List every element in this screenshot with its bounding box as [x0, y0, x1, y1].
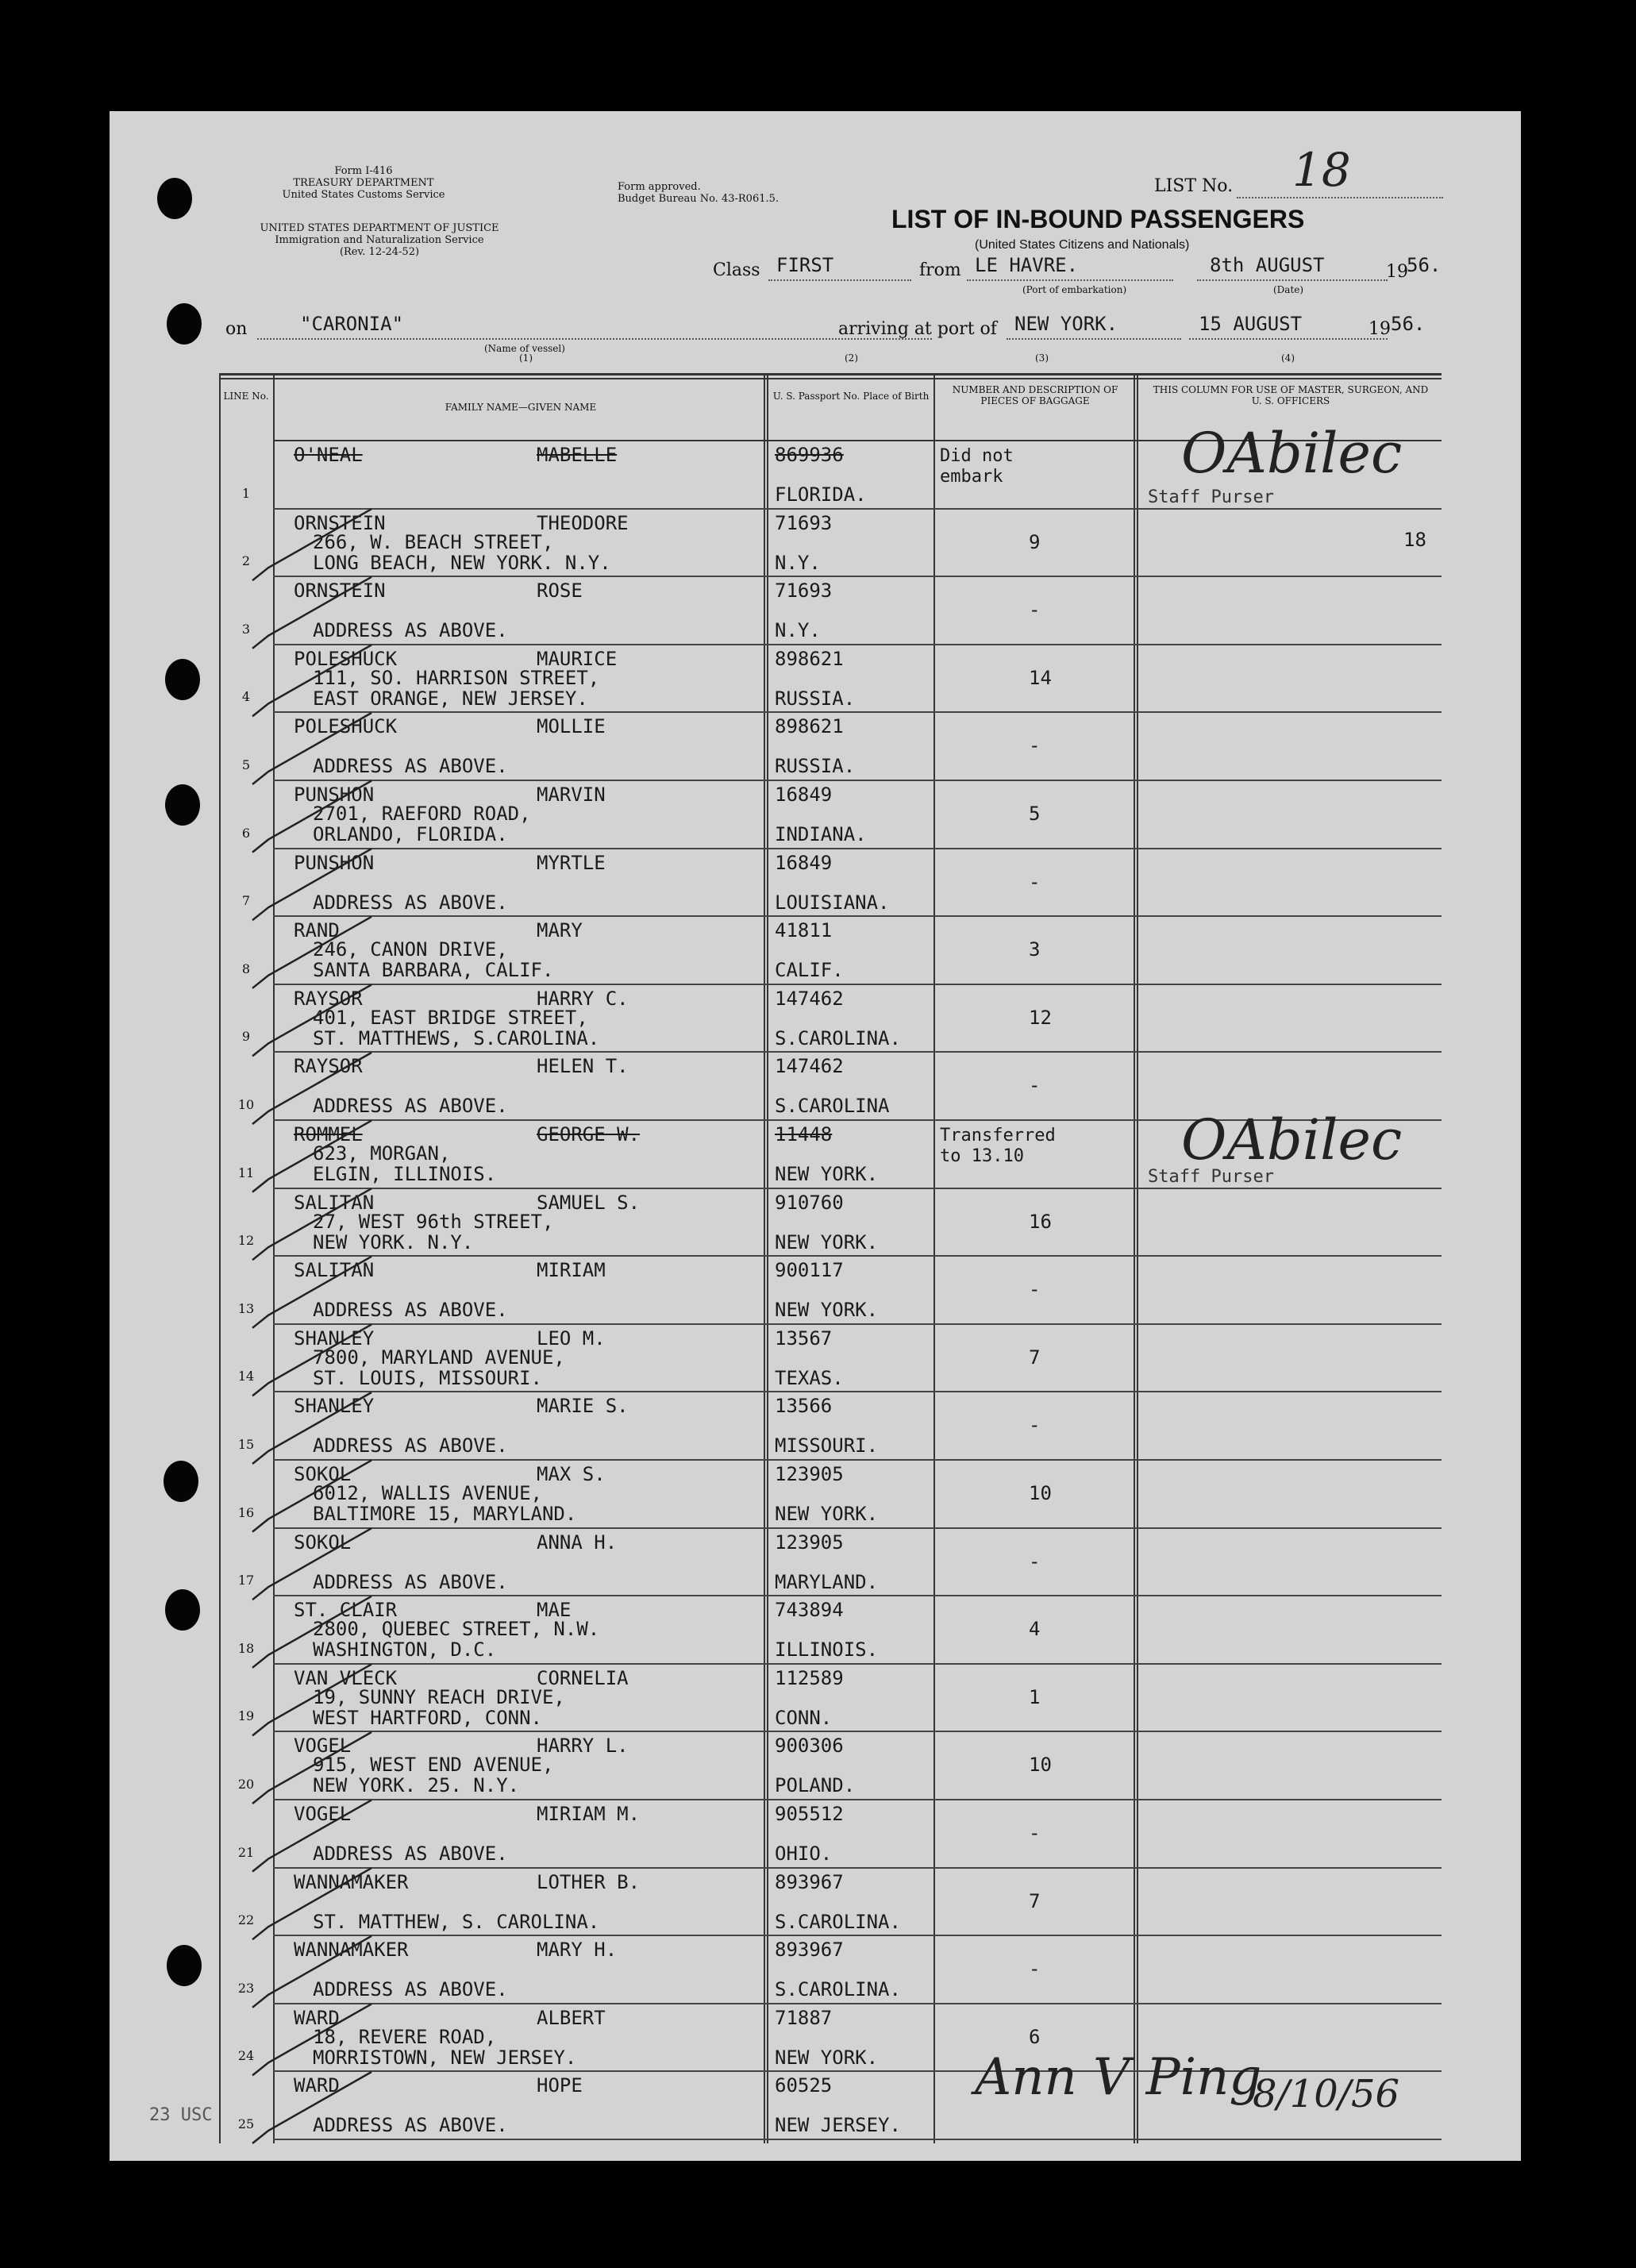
from-value: LE HAVRE.	[975, 254, 1079, 276]
passport-number: 13567	[775, 1327, 833, 1350]
form-number: Form I-416	[334, 165, 393, 177]
arrival-port: NEW YORK.	[1014, 313, 1118, 335]
line-number: 2	[241, 553, 251, 569]
address-line-1: 2800, QUEBEC STREET, N.W.	[313, 1618, 600, 1641]
address-line-1: 246, CANON DRIVE,	[313, 938, 508, 961]
line-number: 10	[237, 1096, 255, 1112]
class-value: FIRST	[776, 254, 834, 276]
master-signature: Ann V Ping	[975, 2048, 1262, 2107]
given-name: MARVIN	[537, 784, 606, 806]
place-of-birth: OHIO.	[775, 1843, 833, 1865]
purser-signature: OAbilec	[1181, 1107, 1403, 1173]
address-line-2: MORRISTOWN, NEW JERSEY.	[313, 2046, 577, 2069]
family-name: WARD	[294, 2006, 340, 2029]
address-line-1: 623, MORGAN,	[313, 1142, 451, 1165]
family-name: VOGEL	[294, 1803, 352, 1825]
line-number: 13	[237, 1300, 255, 1316]
signature-date: 8/10/56	[1253, 2072, 1400, 2116]
table-row	[219, 1936, 1442, 2004]
officer-note: Staff Purser	[1148, 1167, 1274, 1187]
passport-number: 898621	[775, 647, 844, 670]
line-number: 24	[237, 2048, 255, 2064]
given-name: SAMUEL S.	[537, 1191, 641, 1214]
given-name: CORNELIA	[537, 1666, 629, 1689]
place-of-birth: CALIF.	[775, 959, 844, 982]
passport-number: 16849	[775, 784, 833, 806]
given-name: LEO M.	[537, 1327, 606, 1350]
date-caption: (Date)	[1273, 284, 1304, 295]
line-number: 12	[237, 1233, 255, 1249]
address-line-2: ADDRESS AS ABOVE.	[313, 1570, 508, 1593]
family-name: SALITAN	[294, 1259, 375, 1282]
form-id-block	[205, 165, 522, 201]
address-line-2: NEW YORK. N.Y.	[313, 1230, 474, 1253]
date-line	[1197, 279, 1388, 281]
address-line-2: WEST HARTFORD, CONN.	[313, 1706, 542, 1729]
table-row	[219, 917, 1442, 985]
officer-note: Staff Purser	[1148, 487, 1274, 507]
family-name: SHANLEY	[294, 1327, 375, 1350]
departure-year: 56.	[1407, 254, 1442, 276]
given-name: MARY	[537, 919, 583, 942]
address-line-1: 2701, RAEFORD ROAD,	[313, 803, 531, 825]
line-number: 11	[237, 1165, 255, 1180]
place-of-birth: S.CAROLINA.	[775, 1910, 901, 1933]
address-line-2: ADDRESS AS ABOVE.	[313, 1434, 508, 1457]
line-number: 5	[241, 757, 251, 772]
revision: (Rev. 12-24-52)	[339, 246, 420, 258]
address-line-1: 7800, MARYLAND AVENUE,	[313, 1346, 565, 1369]
baggage-count: 14	[1029, 666, 1052, 689]
place-of-birth: N.Y.	[775, 551, 821, 574]
baggage-count: Transferred to 13.10	[940, 1126, 1056, 1166]
arrival-date-line	[1189, 338, 1388, 340]
given-name: LOTHER B.	[537, 1870, 641, 1893]
from-line	[967, 279, 1173, 281]
punch-hole	[167, 303, 202, 345]
passenger-table	[219, 373, 1442, 2143]
table-row	[219, 1732, 1442, 1800]
address-line-2: ADDRESS AS ABOVE.	[313, 2114, 508, 2137]
family-name: SHANLEY	[294, 1395, 375, 1418]
given-name: MOLLIE	[537, 715, 606, 738]
col-head-passport: U. S. Passport No. Place of Birth	[772, 391, 930, 402]
place-of-birth: NEW YORK.	[775, 1230, 879, 1253]
address-line-2: ST. MATTHEW, S. CAROLINA.	[313, 1910, 600, 1933]
vessel-col-num: (1)	[519, 352, 533, 364]
line-number: 15	[237, 1436, 255, 1452]
address-line-1: 27, WEST 96th STREET,	[313, 1210, 554, 1233]
col4-num: (4)	[1281, 352, 1295, 364]
justice-dept: UNITED STATES DEPARTMENT OF JUSTICE	[260, 222, 499, 234]
table-row	[219, 1257, 1442, 1325]
punch-hole	[165, 784, 200, 826]
baggage-count: 16	[1029, 1210, 1052, 1233]
place-of-birth: TEXAS.	[775, 1366, 844, 1389]
line-number: 1	[241, 485, 251, 501]
baggage-count: 12	[1029, 1006, 1052, 1029]
arrival-year: 56.	[1391, 313, 1426, 335]
passport-number: 112589	[775, 1666, 844, 1689]
baggage-count: 7	[1029, 1889, 1041, 1912]
line-number: 17	[237, 1573, 255, 1588]
class-label: Class	[713, 260, 760, 280]
passport-number: 71887	[775, 2006, 833, 2029]
place-of-birth: NEW YORK.	[775, 1503, 879, 1525]
passport-number: 893967	[775, 1939, 844, 1962]
footer-stamp: 23 USC	[149, 2105, 213, 2125]
passport-number: 41811	[775, 919, 833, 942]
place-of-birth: ILLINOIS.	[775, 1638, 879, 1662]
place-of-birth: CONN.	[775, 1706, 833, 1729]
address-line-2: ADDRESS AS ABOVE.	[313, 755, 508, 778]
place-of-birth: FLORIDA.	[775, 483, 867, 506]
approval-block	[618, 181, 824, 205]
baggage-count: -	[1029, 1278, 1041, 1301]
address-line-2: ST. MATTHEWS, S.CAROLINA.	[313, 1026, 600, 1049]
punch-hole	[157, 178, 192, 219]
baggage-count: 5	[1029, 803, 1041, 825]
place-of-birth: S.CAROLINA.	[775, 1978, 901, 2001]
place-of-birth: NEW YORK.	[775, 2046, 879, 2069]
passport-number: 898621	[775, 715, 844, 738]
given-name: HOPE	[537, 2074, 583, 2097]
place-of-birth: INDIANA.	[775, 823, 867, 845]
col-head-line: LINE No.	[223, 391, 269, 402]
passport-number: 123905	[775, 1531, 844, 1554]
given-name: ROSE	[537, 580, 583, 603]
place-of-birth: POLAND.	[775, 1774, 856, 1797]
family-name: WANNAMAKER	[294, 1939, 409, 1962]
line-number: 22	[237, 1912, 255, 1928]
baggage-count: 10	[1029, 1754, 1052, 1777]
family-name: ROMMEL	[294, 1123, 363, 1146]
vessel-caption: (Name of vessel)	[484, 343, 565, 354]
place-of-birth: NEW YORK.	[775, 1299, 879, 1322]
punch-hole	[164, 1461, 198, 1502]
place-of-birth: MARYLAND.	[775, 1570, 879, 1593]
family-name: O'NEAL	[294, 444, 363, 466]
given-name: HARRY L.	[537, 1735, 629, 1758]
table-row	[219, 1665, 1442, 1733]
passport-number: 869936	[775, 444, 844, 466]
arrival-port-line	[1007, 338, 1181, 340]
family-name: ST. CLAIR	[294, 1599, 398, 1622]
table-row	[219, 1869, 1442, 1937]
line-number: 9	[241, 1029, 251, 1045]
address-line-2: BALTIMORE 15, MARYLAND.	[313, 1503, 577, 1525]
given-name: GEORGE W.	[537, 1123, 641, 1146]
col-head-officers: THIS COLUMN FOR USE OF MASTER, SURGEON, AND U. S. OFFICERS	[1153, 384, 1429, 406]
family-name: PUNSHON	[294, 784, 375, 806]
given-name: MIRIAM M.	[537, 1803, 641, 1825]
address-line-1: 19, SUNNY REACH DRIVE,	[313, 1685, 565, 1708]
treasury-dept: TREASURY DEPARTMENT	[293, 177, 434, 189]
passport-number: 11448	[775, 1123, 833, 1146]
table-row	[219, 781, 1442, 849]
address-line-1: 111, SO. HARRISON STREET,	[313, 666, 600, 689]
table-row	[219, 849, 1442, 918]
list-no-value: 18	[1292, 143, 1351, 197]
family-name: RAYSOR	[294, 987, 363, 1010]
baggage-count: 4	[1029, 1618, 1041, 1641]
table-row	[219, 1325, 1442, 1393]
place-of-birth: N.Y.	[775, 619, 821, 642]
table-row	[219, 1392, 1442, 1461]
budget-bureau: Budget Bureau No. 43-R061.5.	[618, 193, 780, 205]
family-name: SOKOL	[294, 1463, 352, 1485]
table-row	[219, 510, 1442, 578]
baggage-count: 10	[1029, 1482, 1052, 1504]
baggage-count: -	[1029, 734, 1041, 757]
address-line-2: ORLANDO, FLORIDA.	[313, 823, 508, 845]
given-name: HARRY C.	[537, 987, 629, 1010]
baggage-count: 1	[1029, 1685, 1041, 1708]
address-line-1: 6012, WALLIS AVENUE,	[313, 1482, 542, 1504]
passport-number: 900306	[775, 1735, 844, 1758]
table-row	[219, 1800, 1442, 1869]
passport-number: 147462	[775, 987, 844, 1010]
place-of-birth: S.CAROLINA.	[775, 1026, 901, 1049]
line-number: 21	[237, 1844, 255, 1860]
document-sheet	[110, 111, 1521, 2161]
passport-number: 893967	[775, 1870, 844, 1893]
baggage-count: Did not embark	[940, 446, 1014, 487]
address-line-1: 915, WEST END AVENUE,	[313, 1754, 554, 1777]
given-name: THEODORE	[537, 511, 629, 534]
address-line-2: ADDRESS AS ABOVE.	[313, 1843, 508, 1865]
line-number: 7	[241, 893, 251, 909]
punch-hole	[165, 1589, 200, 1631]
baggage-count: 3	[1029, 938, 1041, 961]
arrival-date: 15 AUGUST	[1199, 313, 1303, 335]
class-line	[768, 279, 911, 281]
table-row	[219, 1529, 1442, 1597]
line-number: 25	[237, 2116, 255, 2131]
place-of-birth: NEW YORK.	[775, 1163, 879, 1185]
baggage-count: 7	[1029, 1346, 1041, 1369]
arriving-label: arriving at port of	[838, 319, 997, 339]
justice-block	[205, 222, 554, 258]
given-name: MARY H.	[537, 1939, 618, 1962]
table-row	[219, 577, 1442, 645]
table-row	[219, 713, 1442, 781]
given-name: MIRIAM	[537, 1259, 606, 1282]
baggage-count: -	[1029, 1550, 1041, 1573]
place-of-birth: RUSSIA.	[775, 755, 856, 778]
line-number: 20	[237, 1776, 255, 1792]
passport-number: 60525	[775, 2074, 833, 2097]
page-title: LIST OF IN-BOUND PASSENGERS	[891, 205, 1305, 233]
given-name: MABELLE	[537, 444, 618, 466]
family-name: POLESHUCK	[294, 715, 398, 738]
on-label: on	[225, 319, 248, 339]
passport-number: 123905	[775, 1463, 844, 1485]
address-line-2: ADDRESS AS ABOVE.	[313, 619, 508, 642]
line-number: 8	[241, 961, 251, 976]
line-number: 18	[237, 1640, 255, 1656]
family-name: POLESHUCK	[294, 647, 398, 670]
list-no-line	[1237, 197, 1443, 198]
table-row	[219, 645, 1442, 714]
col2-num: (2)	[845, 352, 858, 364]
address-line-2: ELGIN, ILLINOIS.	[313, 1163, 497, 1185]
departure-year-prefix: 19	[1386, 262, 1408, 282]
passport-number: 13566	[775, 1395, 833, 1418]
address-line-1: 18, REVERE ROAD,	[313, 2025, 497, 2048]
address-line-2: ADDRESS AS ABOVE.	[313, 1978, 508, 2001]
address-line-2: ST. LOUIS, MISSOURI.	[313, 1366, 542, 1389]
margin-number: 18	[1403, 529, 1426, 551]
punch-hole	[167, 1945, 202, 1986]
col-head-name: FAMILY NAME—GIVEN NAME	[445, 402, 597, 413]
vessel-line	[257, 338, 932, 340]
line-number: 23	[237, 1980, 255, 1996]
page-subtitle: (United States Citizens and Nationals)	[975, 238, 1190, 252]
address-line-2: EAST ORANGE, NEW JERSEY.	[313, 687, 588, 710]
passport-number: 905512	[775, 1803, 844, 1825]
col3-num: (3)	[1035, 352, 1049, 364]
address-line-1: 401, EAST BRIDGE STREET,	[313, 1006, 588, 1029]
baggage-count: 6	[1029, 2025, 1041, 2048]
place-of-birth: MISSOURI.	[775, 1434, 879, 1457]
passport-number: 71693	[775, 511, 833, 534]
given-name: MAE	[537, 1599, 572, 1622]
baggage-count: -	[1029, 870, 1041, 893]
arrival-year-prefix: 19	[1368, 319, 1391, 339]
address-line-2: ADDRESS AS ABOVE.	[313, 1095, 508, 1118]
family-name: VOGEL	[294, 1735, 352, 1758]
baggage-count: -	[1029, 599, 1041, 622]
col-head-baggage: NUMBER AND DESCRIPTION OF PIECES OF BAGGAGE	[952, 384, 1118, 406]
place-of-birth: NEW JERSEY.	[775, 2114, 901, 2137]
table-row	[219, 1189, 1442, 1257]
baggage-count: -	[1029, 1414, 1041, 1437]
line-number: 3	[241, 621, 251, 637]
passport-number: 16849	[775, 851, 833, 874]
table-row	[219, 985, 1442, 1053]
given-name: ANNA H.	[537, 1531, 618, 1554]
purser-signature: OAbilec	[1181, 421, 1403, 486]
family-name: PUNSHON	[294, 851, 375, 874]
baggage-count: -	[1029, 1074, 1041, 1097]
family-name: WANNAMAKER	[294, 1870, 409, 1893]
line-number: 16	[237, 1504, 255, 1520]
address-line-2: NEW YORK. 25. N.Y.	[313, 1774, 520, 1797]
address-line-2: WASHINGTON, D.C.	[313, 1638, 497, 1662]
given-name: MARIE S.	[537, 1395, 629, 1418]
address-line-2: ADDRESS AS ABOVE.	[313, 891, 508, 914]
address-line-2: SANTA BARBARA, CALIF.	[313, 959, 554, 982]
given-name: MAURICE	[537, 647, 618, 670]
punch-hole	[165, 659, 200, 700]
given-name: MAX S.	[537, 1463, 606, 1485]
family-name: ORNSTEIN	[294, 580, 386, 603]
baggage-count: -	[1029, 1958, 1041, 1981]
passport-number: 743894	[775, 1599, 844, 1622]
customs-service: United States Customs Service	[282, 189, 445, 201]
departure-date: 8th AUGUST	[1210, 254, 1325, 276]
family-name: RAYSOR	[294, 1055, 363, 1078]
address-line-2: ADDRESS AS ABOVE.	[313, 1299, 508, 1322]
address-line-2: LONG BEACH, NEW YORK. N.Y.	[313, 551, 611, 574]
baggage-count: -	[1029, 1822, 1041, 1844]
place-of-birth: LOUISIANA.	[775, 891, 890, 914]
family-name: ORNSTEIN	[294, 511, 386, 534]
table-row	[219, 1461, 1442, 1529]
family-name: VAN VLECK	[294, 1666, 398, 1689]
family-name: RAND	[294, 919, 340, 942]
address-line-1: 266, W. BEACH STREET,	[313, 530, 554, 553]
passport-number: 147462	[775, 1055, 844, 1078]
from-label: from	[919, 260, 961, 280]
line-number: 19	[237, 1708, 255, 1724]
family-name: SALITAN	[294, 1191, 375, 1214]
form-approved: Form approved.	[618, 181, 701, 193]
line-number: 6	[241, 825, 251, 841]
place-of-birth: S.CAROLINA	[775, 1095, 890, 1118]
port-caption: (Port of embarkation)	[1022, 284, 1127, 295]
baggage-count: 9	[1029, 530, 1041, 553]
family-name: WARD	[294, 2074, 340, 2097]
line-number: 14	[237, 1369, 255, 1384]
passport-number: 910760	[775, 1191, 844, 1214]
passport-number: 900117	[775, 1259, 844, 1282]
ins-service: Immigration and Naturalization Service	[275, 234, 484, 246]
given-name: MYRTLE	[537, 851, 606, 874]
given-name: HELEN T.	[537, 1055, 629, 1078]
vessel-name: "CARONIA"	[300, 313, 404, 335]
passport-number: 71693	[775, 580, 833, 603]
table-row	[219, 1596, 1442, 1665]
line-number: 4	[241, 689, 251, 705]
family-name: SOKOL	[294, 1531, 352, 1554]
place-of-birth: RUSSIA.	[775, 687, 856, 710]
list-no-label: LIST No.	[1154, 176, 1234, 196]
given-name: ALBERT	[537, 2006, 606, 2029]
